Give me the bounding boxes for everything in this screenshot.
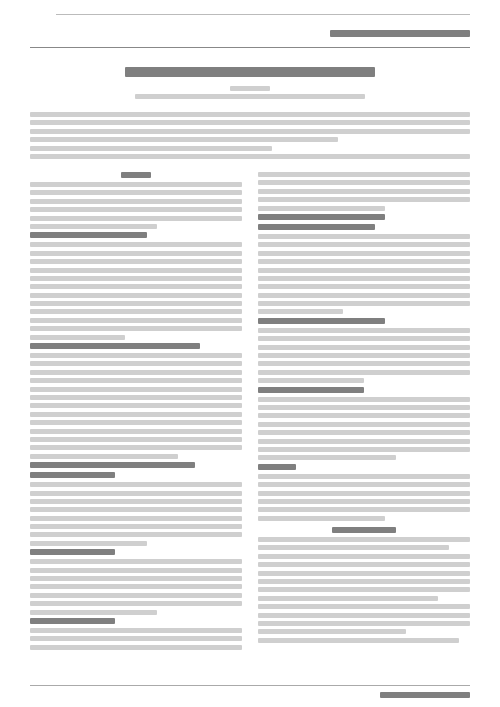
footer-date-page bbox=[380, 692, 470, 702]
running-header bbox=[330, 30, 470, 41]
footer-rule bbox=[30, 685, 470, 686]
abstract-block bbox=[30, 112, 470, 162]
author-block bbox=[30, 86, 470, 103]
left-column bbox=[30, 172, 242, 653]
article-title bbox=[60, 67, 440, 81]
right-column bbox=[258, 172, 470, 646]
top-rule bbox=[56, 14, 470, 15]
header-rule bbox=[30, 47, 470, 48]
